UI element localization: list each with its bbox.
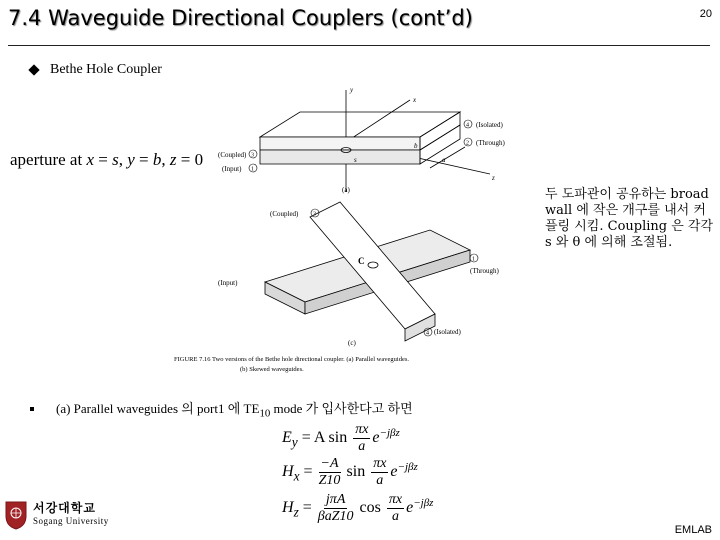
- hx-subscript: x: [293, 468, 300, 484]
- bullet-te10-text: [56, 398, 413, 420]
- subfigure-a-label: (a): [342, 186, 350, 194]
- port1-number: 1: [251, 166, 254, 173]
- figure-caption-line1: FIGURE 7.16 Two versions of the Bethe hole directional coupler. (a) Parallel waveguides.: [174, 356, 409, 363]
- bullet-bethe-hole: [30, 62, 162, 78]
- footer-lab-name: EMLAB: [674, 524, 712, 536]
- hx-frac-den: a: [376, 473, 384, 488]
- ey-subscript: y: [291, 434, 298, 450]
- port1-label: (Input): [222, 165, 242, 173]
- aperture-condition: aperture at x = s, y = b, z = 0: [10, 150, 204, 169]
- port3-label: (Coupled): [218, 151, 247, 159]
- diamond-bullet-icon: [28, 64, 39, 75]
- page-number: 20: [699, 8, 712, 20]
- hz-exp-power: −jβz: [413, 496, 434, 509]
- bethe-coupler-figure: [170, 82, 550, 382]
- lower-guide-front: [260, 150, 420, 164]
- skew-port3-number: 3: [313, 211, 316, 218]
- ey-symbol: E: [282, 429, 292, 447]
- bullet-bethe-text: Bethe Hole Coupler: [50, 62, 162, 77]
- skewed-waveguides: [265, 202, 470, 341]
- bullet-te10-mode: [30, 398, 413, 420]
- upper-guide-side: [420, 112, 460, 150]
- hx-sin: sin: [346, 463, 366, 481]
- skew-port1-number: 1: [472, 256, 475, 263]
- skew-port2-label: (Through): [470, 267, 499, 275]
- hx-equals: =: [303, 463, 313, 481]
- aperture-y: y: [127, 150, 135, 169]
- te10-prefix: (a) Parallel waveguides 의 port1 에 TE: [56, 401, 260, 416]
- ey-coefficient: = A sin: [301, 429, 348, 447]
- skew-port4-label: (Isolated): [434, 328, 461, 336]
- hx-fraction: [371, 456, 388, 489]
- parallel-waveguides: [260, 90, 490, 192]
- skew-center-label: C: [358, 256, 365, 266]
- hz-coef-den: βaZ10: [317, 509, 354, 524]
- hz-subscript: z: [293, 504, 299, 520]
- hz-coef-fraction: [318, 492, 354, 525]
- subfigure-c-label: (c): [348, 339, 356, 347]
- port3-number: 3: [251, 152, 254, 159]
- aperture-y-val: b: [152, 150, 162, 169]
- port2-number: 2: [466, 140, 469, 147]
- axis-z-label: z: [492, 174, 495, 182]
- ey-fraction: [353, 422, 370, 455]
- lower-guide-side: [420, 125, 460, 164]
- hz-coef-num: jπA: [325, 492, 346, 507]
- axis-x-label: x: [413, 96, 417, 104]
- ey-frac-den: a: [358, 439, 366, 454]
- hz-symbol: H: [282, 499, 294, 517]
- hx-coef-fraction: [319, 456, 341, 489]
- port4-label: (Isolated): [476, 121, 503, 129]
- equation-hx: [282, 456, 418, 489]
- hx-exp-base: e: [390, 463, 398, 481]
- dim-s-label: s: [354, 156, 357, 164]
- university-seal-icon: [4, 500, 28, 530]
- university-logo: [4, 500, 109, 530]
- aperture-z-val: 0: [194, 150, 204, 169]
- figure-caption-line2: (b) Skewed waveguides.: [240, 366, 304, 373]
- hz-frac-num: πx: [388, 492, 403, 507]
- page-title: 7.4 Waveguide Directional Couplers (cont’d): [8, 6, 473, 30]
- skew-port3-label: (Coupled): [270, 210, 299, 218]
- hx-frac-num: πx: [373, 456, 387, 471]
- hz-exp-base: e: [406, 499, 414, 517]
- hz-fraction: [387, 492, 404, 525]
- x-axis-line: [346, 100, 410, 142]
- title-divider: [8, 45, 710, 46]
- hx-symbol: H: [282, 463, 294, 481]
- hx-coef-den: Z10: [318, 473, 341, 488]
- port2-label: (Through): [476, 139, 505, 147]
- skew-port4-number: 4: [426, 330, 429, 337]
- hz-cos: cos: [359, 499, 381, 517]
- aperture-prefix: aperture at: [10, 150, 87, 169]
- square-bullet-icon: [30, 407, 34, 411]
- hx-exp-power: −jβz: [397, 460, 418, 473]
- hz-frac-den: a: [391, 509, 399, 524]
- coupling-note: 두 도파관이 공유하는 broad wall 에 작은 개구를 내서 커플링 시킴. Coupling 은 각각 s 와 θ 에 의해 조절됨.: [545, 187, 714, 250]
- dim-a-label: a: [442, 156, 446, 164]
- dim-b-label: b: [414, 142, 418, 150]
- axis-y-label: y: [350, 86, 354, 94]
- equation-hz: [282, 492, 433, 525]
- skew-port1-label: (Input): [218, 279, 238, 287]
- aperture-z: z: [169, 150, 177, 169]
- logo-english-name: Sogang University: [33, 516, 109, 526]
- ey-frac-num: πx: [355, 422, 369, 437]
- equation-ey: [282, 422, 400, 455]
- ey-exp-base: e: [372, 429, 380, 447]
- aperture-x-val: s: [112, 150, 119, 169]
- upper-guide-front: [260, 137, 420, 150]
- port4-number: 4: [466, 122, 469, 129]
- logo-korean-name: 서강대학교: [33, 501, 96, 515]
- aperture-x: x: [86, 150, 94, 169]
- hz-equals: =: [302, 499, 312, 517]
- ey-exp-power: −jβz: [379, 426, 400, 439]
- hx-coef-num: −A: [320, 456, 339, 471]
- te10-subscript: 10: [259, 407, 271, 420]
- skew-coupling-hole: [368, 262, 378, 268]
- te10-suffix: mode 가 입사한다고 하면: [270, 401, 413, 416]
